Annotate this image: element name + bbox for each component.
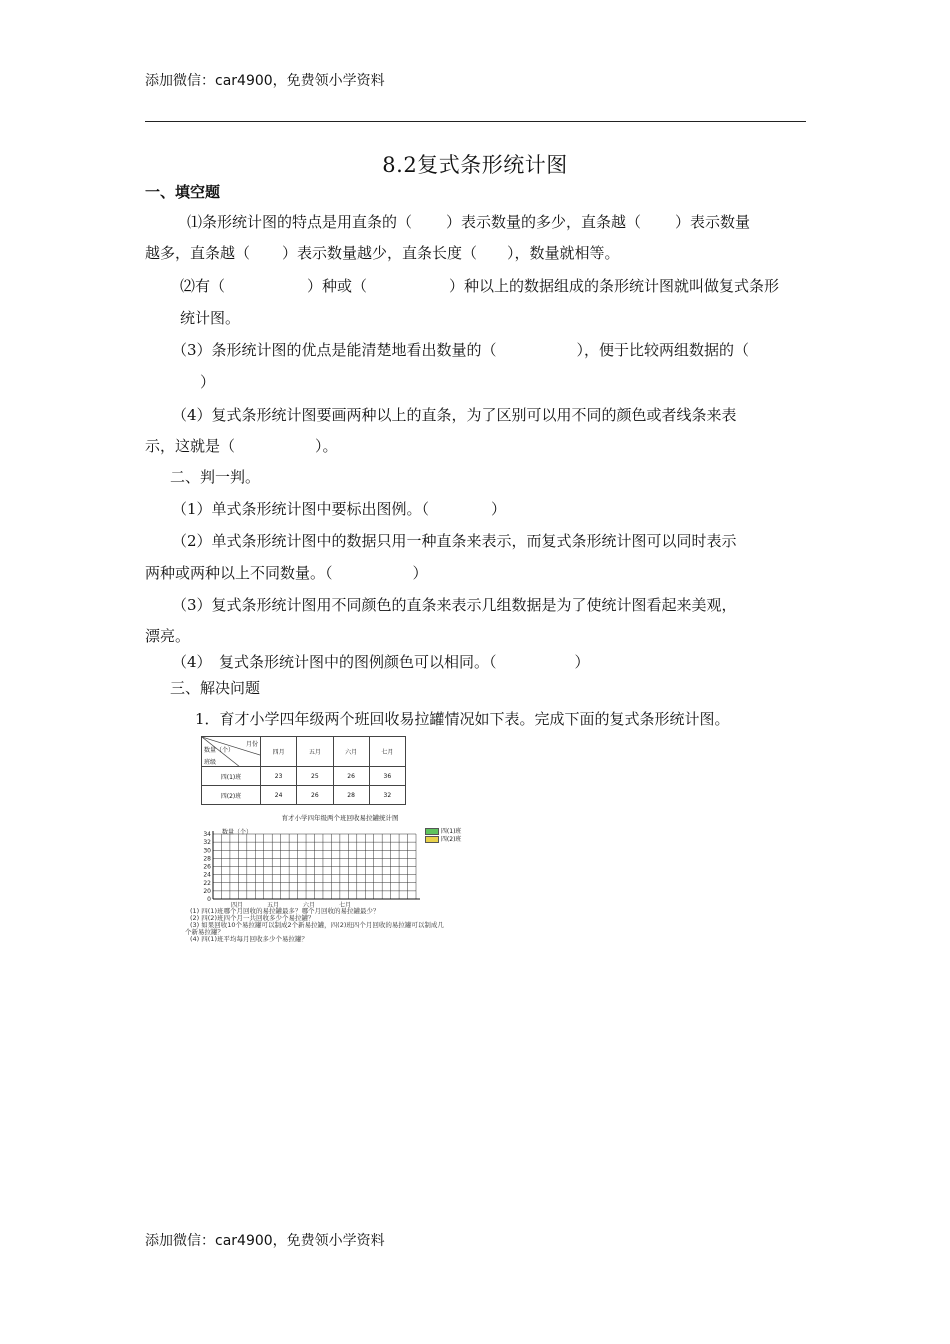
chart-ylabel: 数量（个）: [222, 829, 253, 836]
fill-q2-line2: 统计图。: [180, 309, 241, 327]
judge-q2-line1: （2）单式条形统计图中的数据只用一种直条来表示，而复式条形统计图可以同时表示: [172, 532, 737, 550]
page-title: 8.2复式条形统计图: [382, 153, 568, 177]
legend-item: 四(2)班: [425, 836, 461, 844]
x-tick-label: 五月: [266, 902, 280, 909]
fill-q1-line1: ⑴条形统计图的特点是用直条的（ ）表示数量的多少，直条越（ ）表示数量: [187, 213, 751, 231]
table-cell: 25: [297, 767, 333, 786]
table-cell: 28: [333, 786, 369, 805]
table-cell: 26: [333, 767, 369, 786]
table-row: [202, 786, 406, 805]
judge-q2-line2: 两种或两种以上不同数量。（ ）: [145, 564, 428, 582]
fill-q4-line1: （4）复式条形统计图要画两种以上的直条，为了区别可以用不同的颜色或者线条来表: [172, 406, 737, 424]
chart-question: 个新易拉罐？: [185, 928, 224, 936]
footer-text: 添加微信：car4900，免费领小学资料: [145, 1233, 385, 1249]
y-tick-label: 34: [203, 831, 211, 838]
chart-question: (3) 如果回收10个易拉罐可以制成2个新易拉罐，四(2)班四个月回收的易拉罐可以制成几: [190, 921, 444, 929]
header-text: 添加微信：car4900，免费领小学资料: [145, 73, 385, 89]
data-table: [201, 736, 406, 805]
table-cell: 四(1)班: [202, 767, 261, 786]
table-cell: 23: [261, 767, 297, 786]
x-tick-label: 六月: [302, 902, 316, 909]
table-header-cell: 六月: [333, 737, 369, 767]
judge-q4: （4） 复式条形统计图中的图例颜色可以相同。（ ）: [172, 653, 590, 671]
table-cell: 32: [369, 786, 405, 805]
legend-item: 四(1)班: [425, 828, 461, 836]
corner-label-month: 月份: [245, 741, 258, 748]
fill-q1-line2: 越多，直条越（ ）表示数量越少，直条长度（ ），数量就相等。: [145, 244, 620, 262]
judge-q3-line1: （3）复式条形统计图用不同颜色的直条来表示几组数据是为了使统计图看起来美观，: [172, 596, 737, 614]
fill-q3-line1: （3）条形统计图的优点是能清楚地看出数量的（ ），便于比较两组数据的（: [172, 341, 750, 359]
solve-q1: 1．育才小学四年级两个班回收易拉罐情况如下表。完成下面的复式条形统计图。: [195, 710, 730, 728]
y-tick-label: 20: [203, 887, 211, 895]
table-corner-cell: [202, 737, 261, 767]
table-row: [202, 767, 406, 786]
y-tick-label: 32: [203, 839, 211, 847]
fill-q3-line2: ）: [200, 373, 216, 391]
y-tick-label: 22: [203, 879, 211, 887]
legend-swatch-yellow: [425, 836, 439, 843]
corner-label-count: 数量（个）: [204, 747, 235, 754]
table-header-cell: 七月: [369, 737, 405, 767]
y-tick-label: 24: [203, 871, 211, 879]
y-tick-label: 26: [203, 863, 211, 871]
table-cell: 36: [369, 767, 405, 786]
table-header-cell: 五月: [297, 737, 333, 767]
chart-question: (4) 四(1)班平均每月回收多少个易拉罐？: [190, 935, 308, 943]
table-header-cell: 四月: [261, 737, 297, 767]
chart-question: (2) 四(2)班四个月一共回收多少个易拉罐？: [190, 914, 315, 922]
table-cell: 四(2)班: [202, 786, 261, 805]
table-cell: 24: [261, 786, 297, 805]
table-cell: 26: [297, 786, 333, 805]
y-tick-label: 0: [207, 896, 211, 903]
x-tick-label: 七月: [338, 902, 352, 909]
chart-grid: [195, 830, 425, 912]
judge-q1: （1）单式条形统计图中要标出图例。（ ）: [172, 500, 507, 518]
corner-label-class: 班级: [204, 759, 217, 766]
legend-swatch-green: [425, 828, 439, 835]
chart-title: 育才小学四年级两个班回收易拉罐统计图: [281, 814, 399, 822]
section-heading-judge: 二、判一判。: [170, 468, 261, 486]
fill-q2-line1: ⑵有（ ）种或（ ）种以上的数据组成的条形统计图就叫做复式条形: [180, 277, 780, 295]
fill-q4-line2: 示，这就是（ ）。: [145, 437, 338, 455]
chart-question: (1) 四(1)班哪个月回收的易拉罐最多？哪个月回收的易拉罐最少？: [190, 907, 380, 915]
chart-legend: [425, 828, 461, 844]
judge-q3-line2: 漂亮。: [145, 627, 191, 645]
y-tick-label: 28: [203, 855, 211, 863]
y-tick-label: 30: [203, 847, 211, 855]
section-heading-fill: 一、填空题: [145, 183, 221, 201]
section-heading-solve: 三、解决问题: [170, 679, 261, 697]
x-tick-label: 四月: [230, 902, 244, 909]
header-rule: [145, 121, 806, 122]
